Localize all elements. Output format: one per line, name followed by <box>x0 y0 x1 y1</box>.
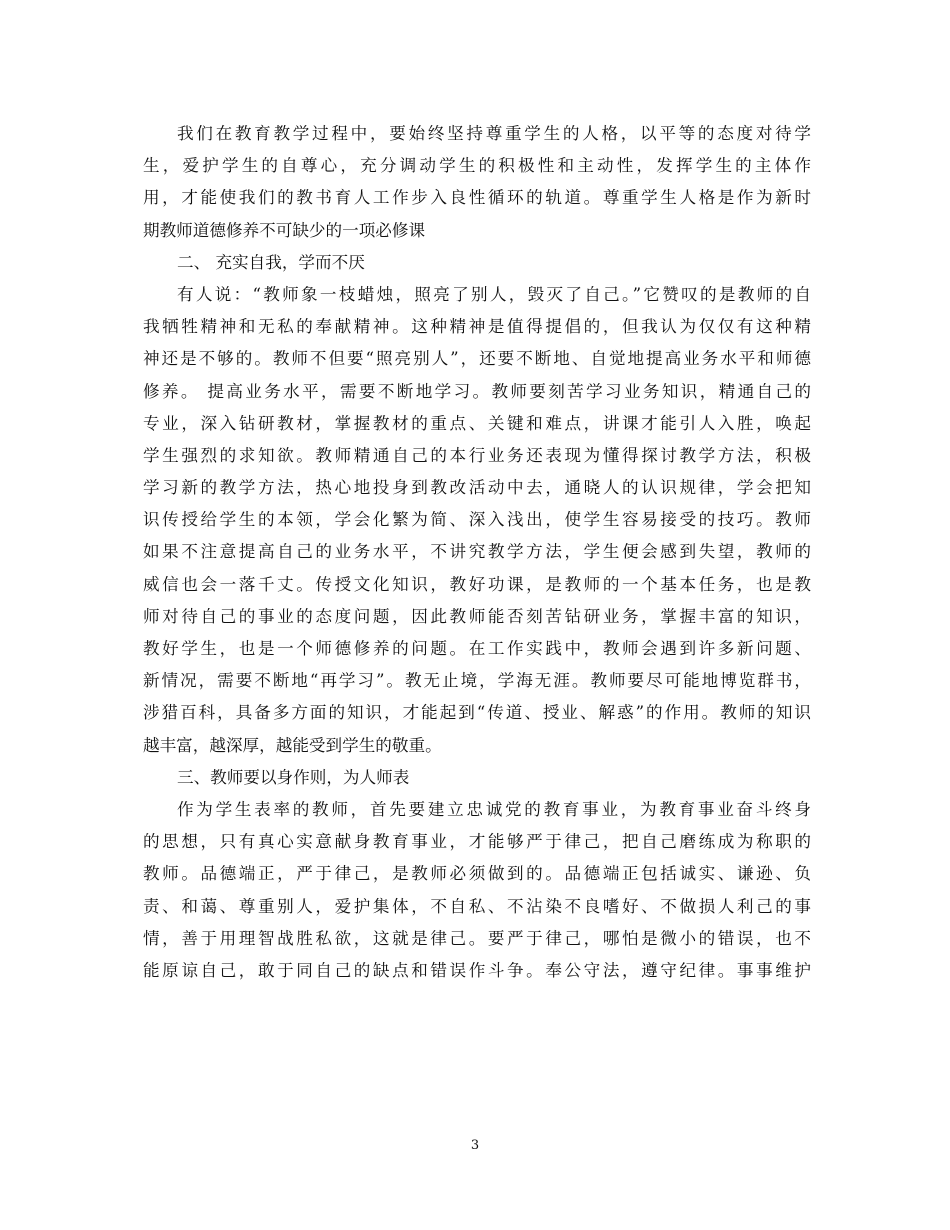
text-line: 威信也会一落千丈。传授文化知识，教好功课，是教师的一个基本任务，也是教 <box>143 574 811 594</box>
text-line: 学生强烈的求知欲。教师精通自己的本行业务还表现为懂得探讨教学方法，积极 <box>143 445 811 465</box>
page-number: 3 <box>470 1138 480 1153</box>
text-line: 我们在教育教学过程中，要始终坚持尊重学生的人格，以平等的态度对待学 <box>177 124 811 143</box>
text-line: 越丰富，越深厚，越能受到学生的敬重。 <box>143 735 442 755</box>
text-line: 师对待自己的事业的态度问题，因此教师能否刻苦钻研业务，掌握丰富的知识， <box>143 606 811 626</box>
text-line: 有人说：“教师象一枝蜡烛，照亮了别人，毁灭了自己。”它赞叹的是教师的自 <box>177 284 811 304</box>
text-line: 我牺牲精神和无私的奉献精神。这种精神是值得提倡的，但我认为仅仅有这种精 <box>143 317 811 337</box>
text-line: 学习新的教学方法，热心地投身到教改活动中去，通晓人的认识规律，学会把知 <box>143 478 811 498</box>
heading-line: 二、 充实自我，学而不厌 <box>177 252 365 272</box>
paragraph-respect-students <box>143 118 811 247</box>
text-line: 专业，深入钻研教材，掌握教材的重点、关键和难点，讲课才能引人入胜，唤起 <box>143 413 811 433</box>
text-line: 识传授给学生的本领，学会化繁为简、深入浅出，使学生容易接受的技巧。教师 <box>143 510 811 530</box>
paragraph-self-improvement <box>143 279 811 762</box>
text-line: 神还是不够的。教师不但要“照亮别人”，还要不断地、自觉地提高业务水平和师德 <box>143 349 811 369</box>
document-body <box>143 118 811 987</box>
section-heading-two <box>143 247 811 279</box>
text-line: 如果不注意提高自己的业务水平，不讲究教学方法，学生便会感到失望，教师的 <box>143 542 811 562</box>
text-line: 教师。品德端正，严于律己，是教师必须做到的。品德端正包括诚实、谦逊、负 <box>143 864 811 884</box>
heading-line: 三、教师要以身作则，为人师表 <box>177 767 410 787</box>
text-line: 教好学生，也是一个师德修养的问题。在工作实践中，教师会遇到许多新问题、 <box>143 639 811 658</box>
section-heading-three <box>143 762 811 794</box>
text-line: 生，爱护学生的自尊心，充分调动学生的积极性和主动性，发挥学生的主体作 <box>143 156 811 176</box>
text-line: 涉猎百科，具备多方面的知识，才能起到“传道、授业、解惑”的作用。教师的知识 <box>143 703 811 723</box>
paragraph-lead-by-example <box>143 794 811 987</box>
text-line: 修养。 提高业务水平，需要不断地学习。教师要刻苦学习业务知识，精通自己的 <box>143 381 811 401</box>
text-line: 新情况，需要不断地“再学习”。教无止境，学海无涯。教师要尽可能地博览群书， <box>143 671 811 691</box>
text-line: 的思想，只有真心实意献身教育事业，才能够严于律己，把自己磨练成为称职的 <box>143 832 811 852</box>
text-line: 用，才能使我们的教书育人工作步入良性循环的轨道。尊重学生人格是作为新时 <box>143 188 811 208</box>
text-line: 期教师道德修养不可缺少的一项必修课 <box>143 220 426 240</box>
text-line: 情，善于用理智战胜私欲，这就是律己。要严于律己，哪怕是微小的错误，也不 <box>143 928 811 948</box>
text-line: 能原谅自己，敢于同自己的缺点和错误作斗争。奉公守法，遵守纪律。事事维护 <box>143 960 811 980</box>
text-line: 责、和蔼、尊重别人，爱护集体，不自私、不沾染不良嗜好、不做损人利己的事 <box>143 896 811 916</box>
text-line: 作为学生表率的教师，首先要建立忠诚党的教育事业，为教育事业奋斗终身 <box>177 799 811 819</box>
